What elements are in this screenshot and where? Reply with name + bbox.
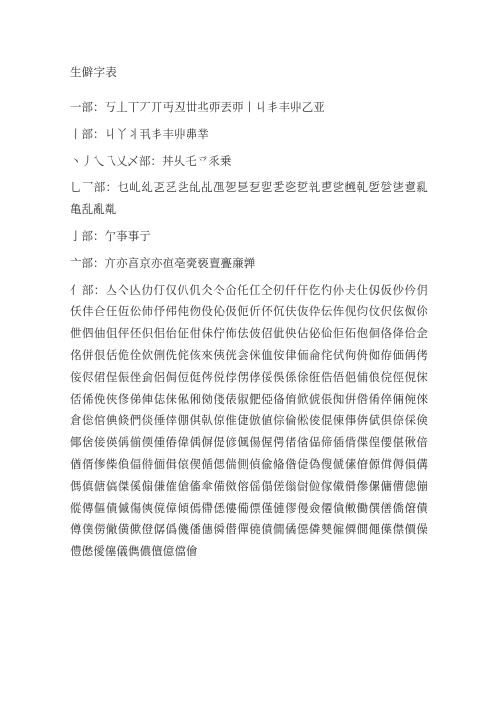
radical-heading: 丶丿乀乁乂乄部： (70, 153, 162, 168)
radical-section-zhu-pie (70, 151, 428, 173)
radical-chars: 丼乆乇乊乑乗 (162, 153, 232, 168)
radical-section-yi (70, 97, 428, 119)
radical-chars: 丂丄丅丆丌丏丒丗丠丣丟丣丨丩丯丰丱乙亚 (104, 100, 325, 114)
radical-section-jue (70, 226, 428, 248)
document-page (70, 64, 428, 568)
radical-heading: 亠部： (70, 255, 105, 270)
radical-section-tou (70, 253, 428, 275)
radical-chars: 亇亊事亍 (104, 228, 151, 243)
radical-chars: 乜乢乣乤乥乧乨乩乪乫乬乭乮乯乲乴乵乶乷乸乹乺乻乼乽乿亀乱亂亃 (70, 180, 428, 217)
radical-heading: 亅部： (70, 228, 105, 243)
radical-section-gun (70, 124, 428, 146)
radical-chars: 亼亽亾仂仃仅仈仉仌仒仚仛仜仝仞仟仠仡仢仦仧仩仭仮仯仱仴仸仹仺仼仾伀伂伃伄伅伆伇伈伋伌伒伓伔伕伖伜伝伡伣伨伩伬伭伮伱伳伵伷伹伻伾伿佀佁佂佄佅佇佈佉佊佋佌佒佔佖佡佢佦佨佪佫佭佮佱佲併佷佸佹佺佽侀侁侂侅來侇侊侌侎侐侒侓侕侖侘侙侚侜侞侟価侢侤侫侭侰侱侲侳侴侶侷侸侹侺侻侼侽侾俀俁係俆俇俈俉俋俌俍俒俓俔俕俖俙俛俠俢俤俥俧俫俬俰俲俴俵俶俷俹俻俼俽俿倀倁倂倃倄倅倆倇倈倉倊倌倎倐們倓倕倖倗倛倝倞倠倢倣値倧倫倯倰倱倲倳倴倵倶倷倸倹倻倽倿偀偁偂偄偅偆偉偊偋偍偐偑偒偓偔偖偗偘偙偛偝偞偟偠偡偢偣偤偦偧偨偩偪偫偭偮偯偰偱偲偳側偵偸偹偺偼偽傁傂傃傄傆傇傉傊傋傌傎傏傐傑傒傓傔傕傖傗傘備傚傛傜傝傞傟傠傡傢傤傦傪傫傭傮傯傰傱傳傴債傶傷傸傹傽傾傿僀僁僂僃僄僅僆僇僈僉僊僋僌働僎僐僑僒僓僔僕僗僘僙僛僜僝僞僟僠僡僢僣僤僥僨僩僪僫僯僰僱僲僴僶僷僸價僺僼僽僾僿儀儁儂儃億儅儈 (70, 282, 429, 559)
radical-chars: 亣亦亯京亦亱亳亴亵亶亹亷亸 (104, 255, 256, 270)
radical-chars: 丩丫丬丮丯丰丱丳丵 (104, 126, 209, 141)
radical-section-yi2 (70, 177, 428, 221)
radical-heading: 一部： (70, 100, 105, 114)
document-title: 生僻字表 (70, 65, 118, 79)
radical-section-ren (70, 280, 428, 563)
radical-heading: 乚乛部： (70, 180, 118, 195)
radical-heading: 丨部： (70, 126, 105, 141)
radical-heading: 亻部： (70, 282, 106, 297)
